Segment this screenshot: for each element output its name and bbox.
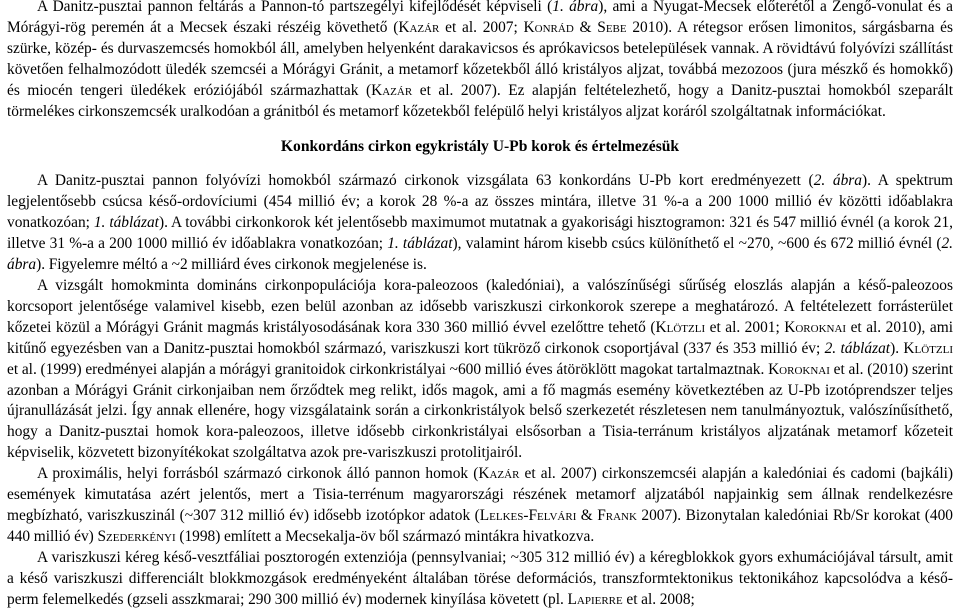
author-name: Koroknai: [784, 318, 847, 336]
section-heading: Konkordáns cirkon egykristály U-Pb korok és értelmezésük: [280, 138, 680, 156]
author-name: Kazár: [478, 465, 520, 483]
author-name: Koroknai: [768, 360, 830, 378]
author-name: Frank: [597, 506, 637, 524]
author-name: Lelkes-Felvári: [479, 506, 577, 524]
author-name: Konrád: [523, 18, 574, 36]
author-name: Lapierre: [567, 590, 623, 608]
paragraph-site-description: A Danitz-pusztai pannon feltárás a Pannon-tó partszegélyi kifejlődését képviseli (1. ábra), ami a Nyugat-Mecsek előterétől a Zengő-vonulat és a Mórágyi-rög peremén át a Mecsek északi részéig követhető (Kazár et al. 2007; Konrád & Sebe 2010). A rétegsor erősen limonitos, sárgásbarna és szürke, közép- és durvaszemcsés homokból áll, amelyben helyenként darakavicsos és aprókavicsos betelepülések vannak. A rövidtávú folyóvízi szállítást követően felhalmozódott üledék szemcséi a Mórágyi Gránit, a metamorf kőzetekből álló kristályos aljzat, továbbá mezozoos (jura mészkő és homokkő) és miocén tengeri üledékek eróziójából származhattak (Kazár et al. 2007). Ez alapján feltételezhető, hogy a Danitz-pusztai homokból szeparált törmelékes cirkonszemcsék uralkodóan a gránitból és metamorf kőzetekből felépülő helyi kristályos aljzat koráról szolgáltatnak információkat.: [7, 0, 953, 120]
table-ref: 1. táblázat: [387, 235, 453, 253]
table-ref: 2. táblázat: [824, 339, 891, 357]
author-name: Sebe: [597, 18, 627, 36]
paragraph-caledonian-events: A proximális, helyi forrásból származó cirkonok álló pannon homok (Kazár et al. 2007) cirkonszemcséi alapján a kaledóniai és cadomi (bajkáli) események kimutatása azért jelentős, mert a Tisia-terrénum magyarországi részének metamorf aljzatából napjainkig sem állnak rendelkezésre megbízható, variszkuszinál (~307 312 millió év) idősebb izotópkor adatok (Lelkes-Felvári & Frank 2007). Bizonytalan kaledóniai Rb/Sr korokat (400 440 millió év) Szederkényi (1998) említett a Mecsekalja-öv ből származó mintákra hivatkozva.: [7, 465, 953, 545]
figure-ref: 2. ábra: [813, 172, 862, 190]
author-name: Kazár: [398, 18, 440, 36]
paragraph-interpretation: A vizsgált homokminta domináns cirkonpopulációja kora-paleozoos (kaledóniai), a valószínűségi sűrűség eloszlás alapján a késő-paleozoos korcsoport jelentősége valamivel kisebb, ezen belül azonban az idősebb variszkuszi cirkonkorok szerepe a meghatározó. A feltételezett forrásterület kőzetei közül a Mórágyi Gránit magmás kristályosodásának kora 330 360 millió évvel ezelőttre tehető (Klötzli et al. 2001; Koroknai et al. 2010), ami kitűnő egyezésben van a Danitz-pusztai homokból származó, variszkuszi kort tükröző cirkonok csoportjával (337 és 353 millió év; 2. táblázat). Klötzli et al. (1999) eredményei alapján a mórágyi granitoidok cirkonkristályai ~600 millió éves átöröklött magokat tartalmaztnak. Koroknai et al. (2010) szerint azonban a Mórágyi Gránit cirkonjaiban nem őrződtek meg relikt, idős magok, ami a fő magmás esemény következtében az U-Pb izotóprendszer teljes újranullázását jelzi. Így annak ellenére, hogy vizsgálataink során a cirkonkristályok belső szerkezetét részletesen nem tanulmányoztuk, valószínűsíthető, hogy a Danitz-pusztai homok kora-paleozoos, illetve idősebb cirkonkristályai elsősorban a Tisia-terránum kristályos aljzatának metamorf kőzeteit képviselik, közvetett bizonyítékokat szolgáltatva azok pre-variszkuszi protolitjairól.: [7, 276, 953, 462]
author-name: Klötzli: [655, 318, 706, 336]
author-name: Szederkényi: [97, 527, 176, 545]
author-name: Kazár: [371, 81, 413, 99]
author-name: Klötzli: [903, 339, 953, 357]
figure-ref: 1. ábra: [552, 0, 599, 15]
paragraph-variscan-crust: A variszkuszi kéreg késő-vesztfáliai posztorogén extenziója (pennsylvaniai; ~305 312 millió év) a kéregblokkok gyors exhumációjával társult, amit a késő variszkuszi differenciált blokkmozgások eredményeként általában törése deformációs, transzformtektonikus tektonikához kapcsolódva a késő-perm felemelkedés (gzseli asszkmarai; 290 300 millió év) modernek kinyílása követett (pl. Lapierre et al. 2008;: [7, 548, 953, 608]
paragraph-ages-summary: A Danitz-pusztai pannon folyóvízi homokból származó cirkonok vizsgálata 63 konkordáns U-Pb kort eredményezett (2. ábra). A spektrum legjelentősebb csúcsa késő-ordovíciumi (454 millió év; a korok 28 %-a az összes mintára, illetve 31 %-a a 200 1000 millió év közötti időablakra vonatkozóan; 1. táblázat). A további cirkonkorok két jelentősebb maximumot mutatnak a gyakorisági hisztogramon: 321 és 547 millió évnél (a korok 21, illetve 31 %-a a 200 1000 millió év időablakra vonatkozóan; 1. táblázat), valamint három kisebb csúcs különíthető el ~270, ~600 és 672 millió évnél (2. ábra). Figyelemre méltó a ~2 milliárd éves cirkonok megjelenése is.: [7, 172, 954, 274]
figure-ref: 2. ábra: [7, 235, 954, 274]
table-ref: 1. táblázat: [93, 214, 159, 232]
